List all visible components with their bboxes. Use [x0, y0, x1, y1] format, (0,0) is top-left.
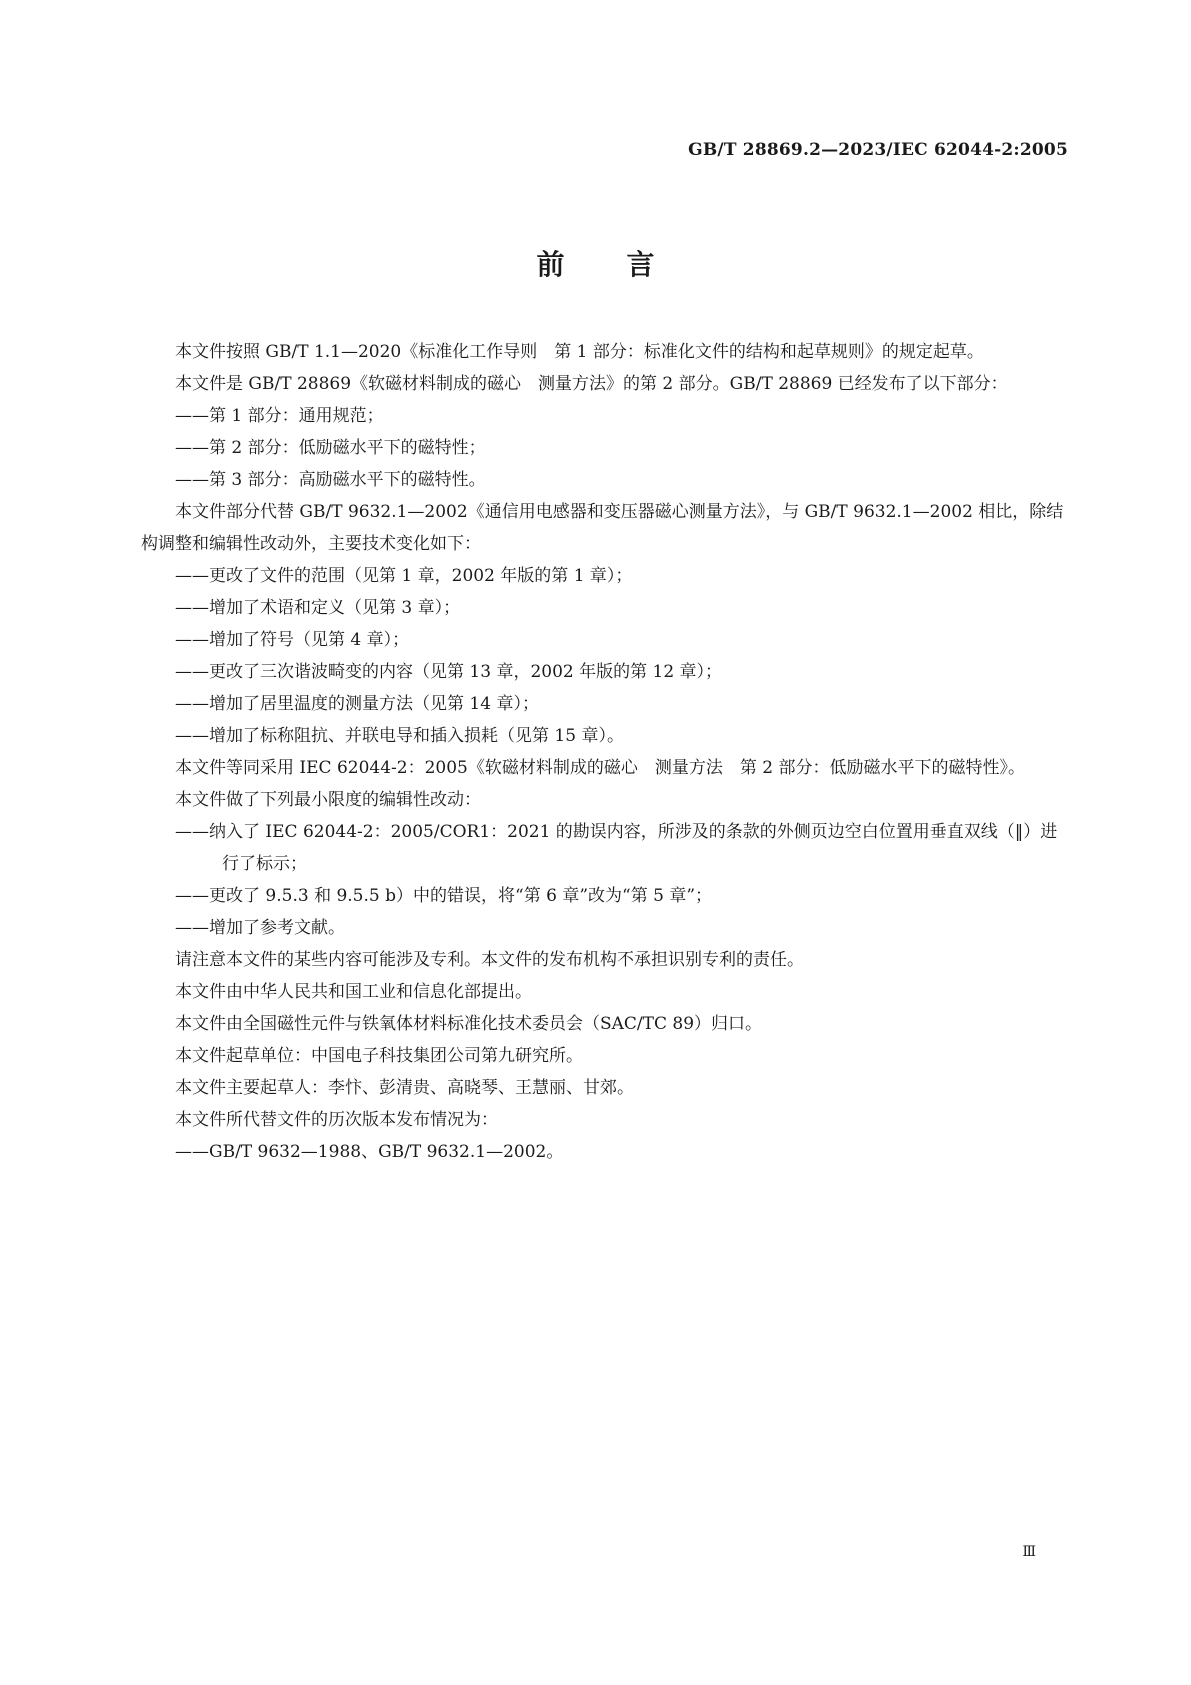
- paragraph-series-part: 本文件是 GB/T 28869《软磁材料制成的磁心 测量方法》的第 2 部分。GB/T 28869 已经发布了以下部分：: [175, 374, 1008, 394]
- list-item: ——第 2 部分：低励磁水平下的磁特性；: [175, 438, 486, 458]
- paragraph-drafting-basis: 本文件按照 GB/T 1.1—2020《标准化工作导则 第 1 部分：标准化文件的结构和起草规则》的规定起草。: [175, 342, 984, 362]
- paragraph-replacement: 本文件部分代替 GB/T 9632.1—2002《通信用电感器和变压器磁心测量方法》，与 GB/T 9632.1—2002 相比，除结构调整和编辑性改动外，主要技术变化如下：: [141, 502, 1064, 554]
- paragraph-equivalence: 本文件等同采用 IEC 62044-2：2005《软磁材料制成的磁心 测量方法 第 2 部分：低励磁水平下的磁特性》。: [175, 758, 1025, 778]
- list-item: ——纳入了 IEC 62044-2：2005/COR1：2021 的勘误内容，所涉及的条款的外侧页边空白位置用垂直双线（‖）进行了标示；: [175, 822, 1058, 874]
- paragraph-proposer: 本文件由中华人民共和国工业和信息化部提出。: [175, 982, 532, 1002]
- paragraph-drafting-unit: 本文件起草单位：中国电子科技集团公司第九研究所。: [175, 1046, 583, 1066]
- list-item: ——更改了三次谐波畸变的内容（见第 13 章，2002 年版的第 12 章）；: [175, 662, 723, 682]
- page-number: Ⅲ: [1022, 1544, 1036, 1560]
- paragraph-previous-editions: 本文件所代替文件的历次版本发布情况为：: [175, 1110, 498, 1130]
- list-item: ——增加了参考文献。: [175, 918, 345, 938]
- list-item: ——GB/T 9632—1988、GB/T 9632.1—2002。: [175, 1142, 564, 1162]
- paragraph-drafters: 本文件主要起草人：李忭、彭清贵、高晓琴、王慧丽、甘郊。: [175, 1078, 634, 1098]
- page-title: [0, 243, 1191, 283]
- list-item: ——第 1 部分：通用规范；: [175, 406, 384, 426]
- list-item: ——增加了标称阻抗、并联电导和插入损耗（见第 15 章）。: [175, 726, 624, 746]
- list-item: ——增加了居里温度的测量方法（见第 14 章）；: [175, 694, 539, 714]
- paragraph-committee: 本文件由全国磁性元件与铁氧体材料标准化技术委员会（SAC/TC 89）归口。: [175, 1014, 763, 1034]
- list-item: ——增加了术语和定义（见第 3 章）；: [175, 598, 461, 618]
- list-item: ——第 3 部分：高励磁水平下的磁特性。: [175, 470, 486, 490]
- title-char-1: 前: [536, 248, 565, 281]
- document-code-header: GB/T 28869.2—2023/IEC 62044-2:2005: [688, 140, 1068, 160]
- list-item: ——更改了文件的范围（见第 1 章，2002 年版的第 1 章）；: [175, 566, 633, 586]
- title-char-2: 言: [626, 248, 655, 281]
- list-item: ——增加了符号（见第 4 章）；: [175, 630, 410, 650]
- foreword-body: [141, 336, 1067, 1168]
- paragraph-patent-notice: 请注意本文件的某些内容可能涉及专利。本文件的发布机构不承担识别专利的责任。: [175, 950, 804, 970]
- paragraph-editorial-changes: 本文件做了下列最小限度的编辑性改动：: [175, 790, 481, 810]
- list-item: ——更改了 9.5.3 和 9.5.5 b）中的错误，将“第 6 章”改为“第 5 章”；: [175, 886, 713, 906]
